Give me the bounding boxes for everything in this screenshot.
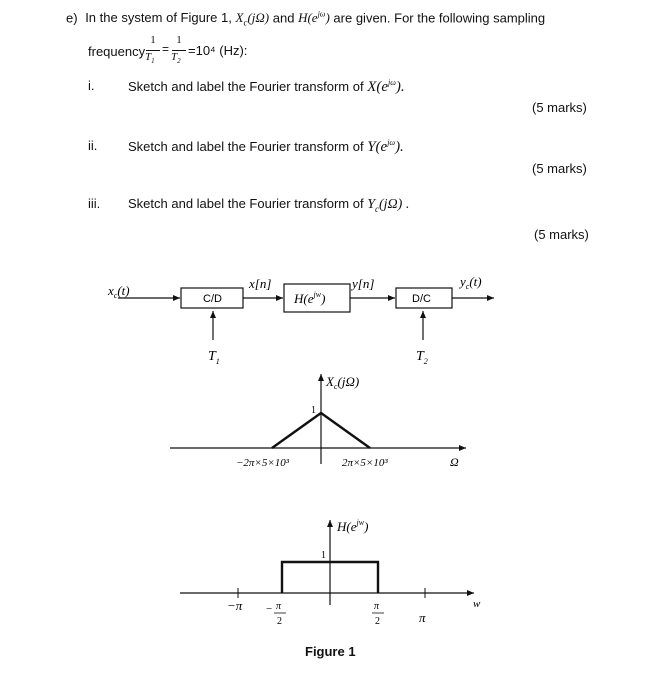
pos-pi-label: π: [419, 610, 426, 625]
filter-axis-label: w: [473, 598, 481, 610]
neg-half-pi-den: 2: [277, 616, 282, 627]
part-ii-symbol: $Y(e^{j\omega})$.: [367, 138, 404, 155]
neg-pi-label: −π: [227, 598, 243, 613]
part-ii-marks: (5 marks): [532, 161, 587, 176]
cd-label: C/D: [203, 293, 222, 305]
question-intro: In the system of Figure 1,: [85, 10, 232, 26]
spectrum-right-label: 2π×5×10³: [342, 457, 388, 469]
part-i-label: Sketch and label the Fourier transform of: [128, 79, 364, 94]
spectrum-axis-label: Ω: [450, 455, 459, 469]
spectrum-plot: [170, 374, 466, 464]
equals-1: =: [162, 42, 170, 56]
fraction-den-1: $T_1$: [145, 51, 155, 66]
part-i-symbol: $X(e^{j\omega})$.: [367, 78, 405, 95]
fraction-num-2: 1: [176, 34, 182, 46]
input-signal: $x_c(t)$: [108, 283, 130, 300]
part-iii-num: iii.: [88, 196, 101, 211]
spectrum-peak: 1: [311, 405, 316, 416]
and-word: and: [272, 10, 295, 26]
fraction-num-1: 1: [150, 34, 156, 46]
question-given-suffix: are given. For the following sampling: [333, 10, 546, 26]
xc-symbol: $X_c(j\Omega)$: [235, 10, 270, 28]
t1-label: $T_1$: [208, 349, 220, 366]
part-ii-label: Sketch and label the Fourier transform of: [128, 139, 364, 154]
filter-label: $H(e^{jw})$: [294, 290, 326, 306]
part-ii-num: ii.: [88, 138, 98, 153]
xn-label: x[n]: [249, 276, 272, 291]
part-iii-label: Sketch and label the Fourier transform of: [128, 196, 364, 211]
t2-label: $T_2$: [416, 349, 428, 366]
neg-sign: −: [266, 603, 273, 615]
spectrum-title: $X_c(j\Omega)$: [326, 374, 360, 391]
filter-height: 1: [321, 550, 326, 561]
frequency-value: =10⁴ (Hz):: [188, 43, 248, 58]
h-symbol: $H(e^{j\omega})$: [298, 10, 330, 26]
yn-label: y[n]: [352, 276, 375, 291]
part-i-num: i.: [88, 78, 95, 93]
part-i-marks: (5 marks): [532, 100, 587, 115]
filter-plot: [180, 520, 474, 613]
fraction-den-2: $T_2$: [171, 51, 181, 66]
figure-caption: Figure 1: [305, 644, 356, 659]
part-iii-symbol: $Y_c(j\Omega)$ .: [367, 197, 410, 214]
question-label: e): [66, 10, 78, 26]
dc-label: D/C: [412, 293, 431, 305]
neg-half-pi-num: π: [276, 601, 282, 612]
part-iii-marks: (5 marks): [534, 227, 589, 242]
frequency-word: frequency: [88, 44, 146, 59]
output-signal: $y_c(t)$: [460, 274, 482, 291]
filter-title: $H(e^{jw})$: [337, 518, 369, 534]
pos-half-pi-num: π: [374, 601, 380, 612]
spectrum-left-label: −2π×5×10³: [236, 457, 290, 469]
pos-half-pi-den: 2: [375, 616, 380, 627]
